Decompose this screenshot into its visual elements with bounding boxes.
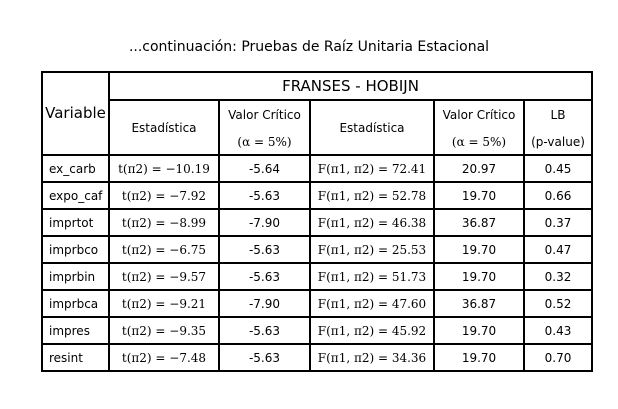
cell-critical-value-2: 19.70 <box>434 236 524 263</box>
cell-f-statistic: F(π1, π2) = 46.38 <box>310 209 434 236</box>
cell-critical-value-1: -5.63 <box>219 344 310 371</box>
cell-t-statistic: t(π2) = −9.35 <box>109 317 219 344</box>
cell-critical-value-1: -5.63 <box>219 263 310 290</box>
cell-lb-pvalue: 0.32 <box>524 263 592 290</box>
cell-lb-pvalue: 0.70 <box>524 344 592 371</box>
cell-t-statistic: t(π2) = −8.99 <box>109 209 219 236</box>
table-row <box>42 236 592 263</box>
cell-f-statistic: F(π1, π2) = 45.92 <box>310 317 434 344</box>
cell-critical-value-2: 36.87 <box>434 209 524 236</box>
header-variable: Variable <box>42 72 109 155</box>
header-franses-hobijn: FRANSES - HOBIJN <box>109 72 592 100</box>
cell-lb-pvalue: 0.52 <box>524 290 592 317</box>
cell-critical-value-2: 36.87 <box>434 290 524 317</box>
cell-critical-value-1: -7.90 <box>219 290 310 317</box>
header-alpha-2: (α = 5%) <box>434 129 524 155</box>
header-estadistica-1: Estadística <box>109 100 219 155</box>
cell-critical-value-2: 19.70 <box>434 263 524 290</box>
table-row <box>42 317 592 344</box>
cell-variable: imprbco <box>42 236 109 263</box>
cell-t-statistic: t(π2) = −10.19 <box>109 155 219 182</box>
table-row <box>42 155 592 182</box>
table-caption: ...continuación: Pruebas de Raíz Unitaria Estacional <box>128 39 490 55</box>
header-estadistica-2: Estadística <box>310 100 434 155</box>
cell-variable: imprbca <box>42 290 109 317</box>
cell-critical-value-2: 19.70 <box>434 317 524 344</box>
cell-f-statistic: F(π1, π2) = 47.60 <box>310 290 434 317</box>
cell-critical-value-1: -5.63 <box>219 317 310 344</box>
cell-critical-value-2: 19.70 <box>434 344 524 371</box>
cell-critical-value-2: 19.70 <box>434 182 524 209</box>
cell-critical-value-2: 20.97 <box>434 155 524 182</box>
cell-t-statistic: t(π2) = −9.57 <box>109 263 219 290</box>
cell-critical-value-1: -5.63 <box>219 236 310 263</box>
header-lb-pvalue: (p-value) <box>524 129 592 155</box>
cell-variable: imprbin <box>42 263 109 290</box>
header-valor-critico-2: Valor Crítico <box>434 100 524 129</box>
cell-variable: resint <box>42 344 109 371</box>
header-alpha-1: (α = 5%) <box>219 129 310 155</box>
table-row <box>42 182 592 209</box>
cell-t-statistic: t(π2) = −9.21 <box>109 290 219 317</box>
table-body <box>42 155 592 371</box>
cell-f-statistic: F(π1, π2) = 25.53 <box>310 236 434 263</box>
cell-lb-pvalue: 0.37 <box>524 209 592 236</box>
cell-f-statistic: F(π1, π2) = 72.41 <box>310 155 434 182</box>
table-row <box>42 290 592 317</box>
cell-variable: expo_caf <box>42 182 109 209</box>
cell-lb-pvalue: 0.47 <box>524 236 592 263</box>
cell-lb-pvalue: 0.66 <box>524 182 592 209</box>
cell-critical-value-1: -5.64 <box>219 155 310 182</box>
cell-lb-pvalue: 0.45 <box>524 155 592 182</box>
header-valor-critico-1: Valor Crítico <box>219 100 310 129</box>
cell-t-statistic: t(π2) = −7.48 <box>109 344 219 371</box>
cell-f-statistic: F(π1, π2) = 51.73 <box>310 263 434 290</box>
header-lb: LB <box>524 100 592 129</box>
cell-t-statistic: t(π2) = −7.92 <box>109 182 219 209</box>
cell-critical-value-1: -5.63 <box>219 182 310 209</box>
cell-f-statistic: F(π1, π2) = 52.78 <box>310 182 434 209</box>
cell-f-statistic: F(π1, π2) = 34.36 <box>310 344 434 371</box>
cell-variable: impres <box>42 317 109 344</box>
table-row <box>42 344 592 371</box>
cell-variable: ex_carb <box>42 155 109 182</box>
cell-variable: imprtot <box>42 209 109 236</box>
unit-root-table <box>41 71 593 372</box>
table-row <box>42 263 592 290</box>
cell-lb-pvalue: 0.43 <box>524 317 592 344</box>
table-row <box>42 209 592 236</box>
cell-t-statistic: t(π2) = −6.75 <box>109 236 219 263</box>
cell-critical-value-1: -7.90 <box>219 209 310 236</box>
